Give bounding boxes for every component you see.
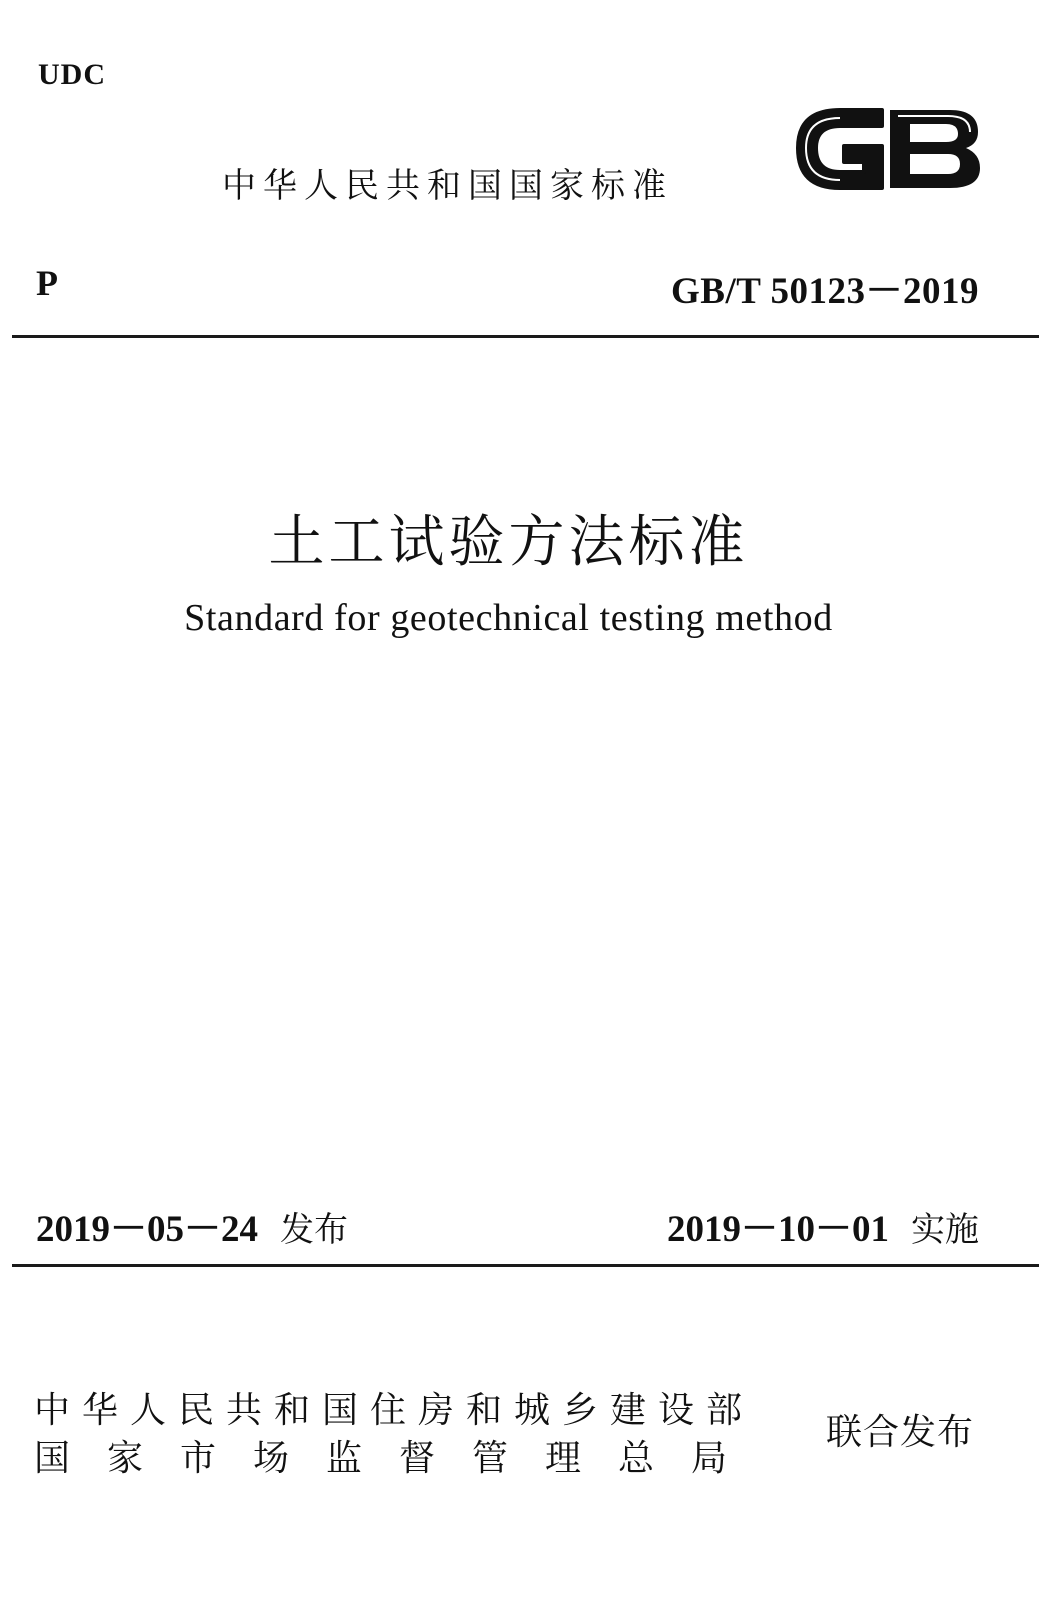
publisher-ministry: 中华人民共和国住房和城乡建设部 — [34, 1390, 755, 1431]
national-standard-heading: 中华人民共和国国家标准 — [222, 166, 673, 206]
joint-issue-label: 联合发布 — [826, 1412, 975, 1453]
title-english: Standard for geotechnical testing method — [184, 597, 833, 639]
title-chinese: 土工试验方法标准 — [268, 510, 749, 575]
issue-label: 发布 — [280, 1210, 348, 1250]
issue-date: 2019－05－24 — [36, 1209, 258, 1250]
publisher-administration: 国家市场监督管理总局 — [34, 1438, 765, 1479]
standard-number: GB/T 50123－2019 — [671, 271, 979, 312]
gb-logo — [790, 96, 986, 200]
implement-date-block — [667, 1198, 979, 1252]
udc-label: UDC — [38, 58, 106, 91]
classification-code: P — [36, 263, 58, 303]
implement-label: 实施 — [911, 1210, 979, 1250]
bottom-divider — [12, 1264, 1039, 1267]
issue-date-block — [36, 1198, 348, 1252]
top-divider — [12, 335, 1039, 338]
implement-date: 2019－10－01 — [667, 1209, 889, 1250]
